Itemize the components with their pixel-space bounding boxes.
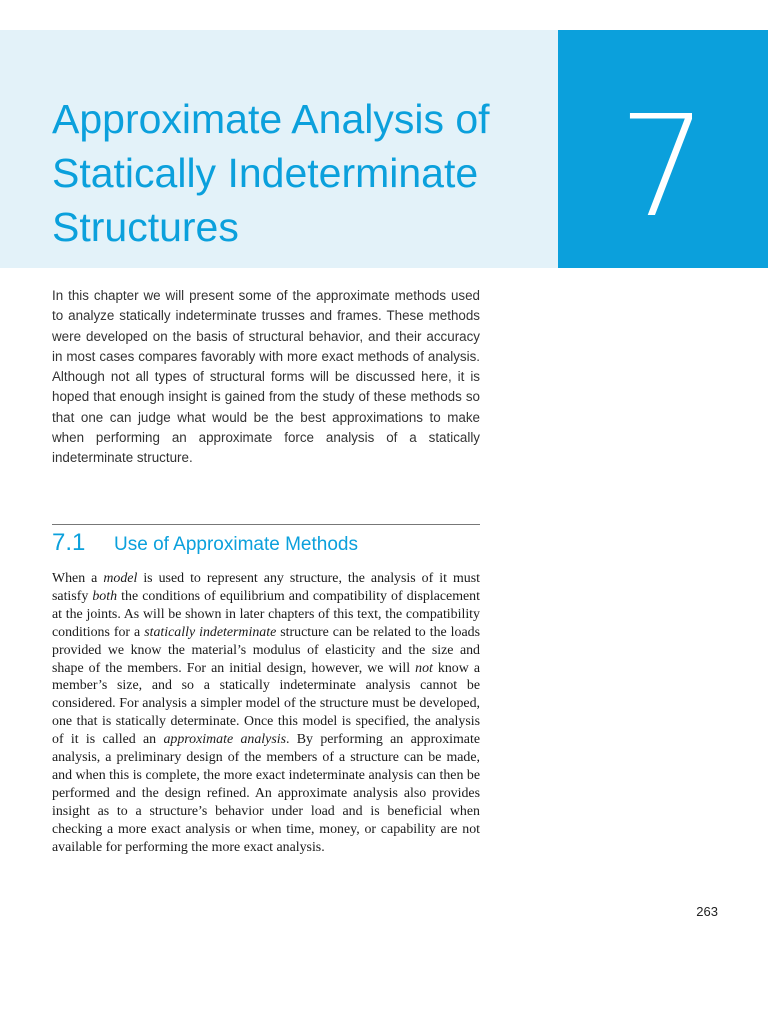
page-number: 263	[696, 904, 718, 919]
chapter-number: 7	[618, 86, 708, 249]
intro-paragraph: In this chapter we will present some of the approximate methods used to analyze statically indeterminate trusses and frames. These methods were developed on the basis of structural behavior, and their accuracy in most cases compares favorably with more exact methods of analysis. Although not all types of structural forms will be discussed here, it is hoped that enough insight is gained from the study of these methods so that one can judge what would be the best approximations to make when performing an approximate force analysis of a statically indeterminate structure.	[52, 288, 480, 466]
text-run: structure can be related to the loads provided we know the material’s modulus of elasticity and the size and shape of the members. For an initial design, however, we will	[52, 624, 480, 676]
text-run: know a member’s size, and so a statically indeterminate analysis cannot be considered. For analysis a simpler model of the structure must be developed, one that is statically determinate. Once this model is specified, the analysis of it is called an	[52, 660, 480, 748]
chapter-title-line-3: Structures	[52, 204, 239, 250]
text-run: the conditions of equilibrium and compatibility of displacement at the joints. As will be shown in later chapters of this text, the compatibility conditions for a	[52, 588, 480, 640]
text-run: . By performing an approximate analysis, a preliminary design of the members of a structure can be made, and when this is complete, the more exact indeterminate analysis can then be performed and the design refined. An approximate analysis also provides insight as to a structure’s behavior under load and is beneficial when checking a more exact analysis or when time, money, or capability are not available for performing the more exact analysis.	[52, 732, 480, 855]
text-run-italic: approximate analysis	[163, 732, 286, 748]
section-heading	[52, 528, 492, 560]
chapter-title-line-2: Statically Indeterminate	[52, 150, 479, 196]
text-run: is used to represent any structure, the analysis of it must satisfy	[52, 571, 480, 604]
section-title: Use of Approximate Methods	[114, 534, 358, 555]
text-run-italic: not	[415, 660, 433, 676]
chapter-number-box	[558, 30, 768, 268]
section-paragraph	[52, 570, 480, 857]
chapter-title	[52, 92, 552, 254]
text-run-italic: statically indeterminate	[144, 624, 277, 640]
section-divider	[52, 524, 480, 525]
text-run-italic: both	[92, 588, 118, 604]
text-run: When a	[52, 571, 104, 586]
chapter-title-line-1: Approximate Analysis of	[52, 96, 490, 142]
section-number: 7.1	[52, 529, 86, 556]
text-run-italic: model	[103, 571, 138, 586]
